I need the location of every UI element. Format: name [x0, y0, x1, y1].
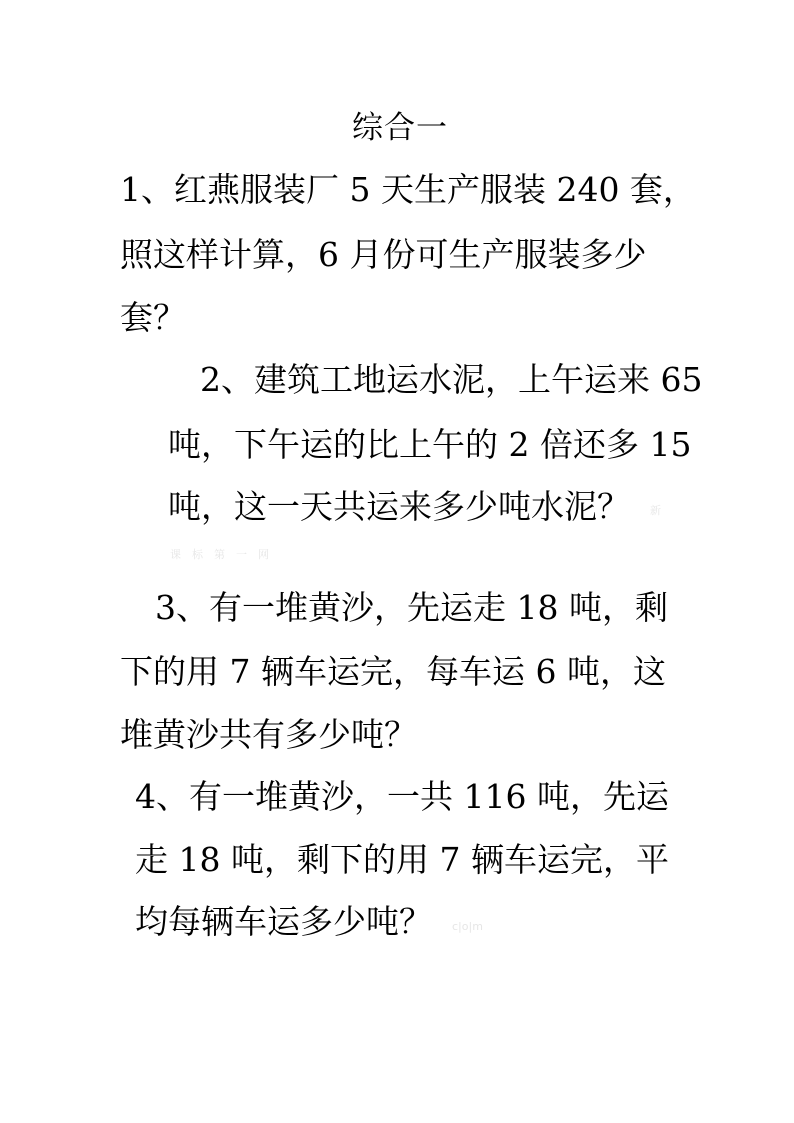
problem-3-line-2: 下的用 7 辆车运完，每车运 6 吨，这 — [120, 652, 666, 691]
problem-1-line-1: 1、红燕服装厂 5 天生产服装 240 套， — [120, 170, 696, 209]
problem-1-line-2: 照这样计算，6 月份可生产服装多少 — [120, 235, 647, 274]
problem-4-line-3: 均每辆车运多少吨？ — [135, 902, 432, 941]
problem-3-line-3: 堆黄沙共有多少吨？ — [120, 715, 417, 754]
problem-4-line-1: 4、有一堆黄沙，一共 116 吨，先运 — [135, 777, 669, 816]
watermark-1: 新 — [650, 504, 661, 517]
problem-1-line-3: 套？ — [120, 298, 186, 337]
problem-2-line-1: 2、建筑工地运水泥，上午运来 65 — [200, 360, 703, 399]
watermark-3: c|o|m — [452, 920, 483, 933]
problem-2-line-2: 吨，下午运的比上午的 2 倍还多 15 — [168, 425, 692, 464]
document-title: 综合一 — [352, 110, 448, 146]
problem-4-line-2: 走 18 吨，剩下的用 7 辆车运完，平 — [135, 840, 669, 879]
watermark-2: 课 标 第 一 网 — [170, 548, 269, 561]
problem-3-line-1: 3、有一堆黄沙，先运走 18 吨，剩 — [155, 588, 668, 627]
problem-2-line-3: 吨，这一天共运来多少吨水泥？ — [168, 487, 630, 526]
